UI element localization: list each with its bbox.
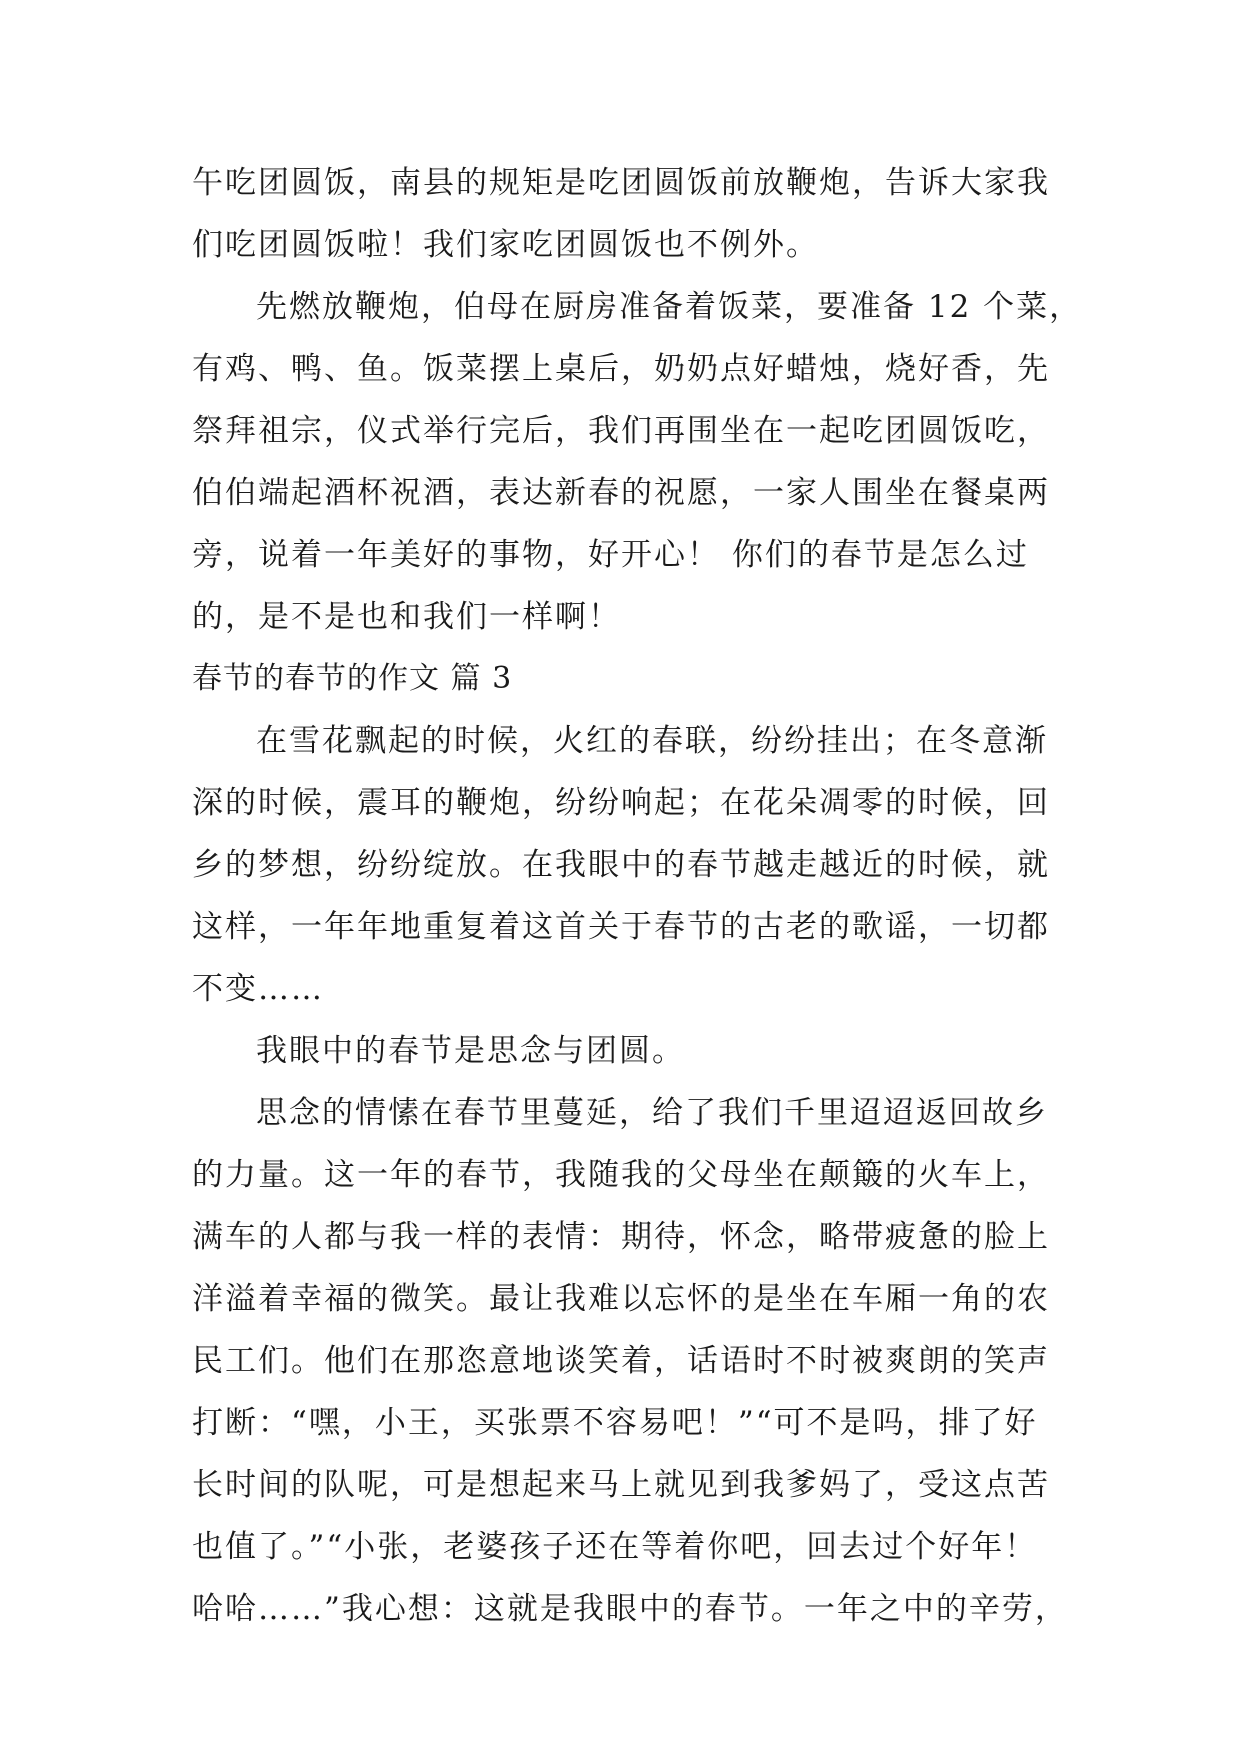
text-line: 乡的梦想，纷纷绽放。在我眼中的春节越走越近的时候，就 xyxy=(192,847,1050,883)
text-line: 们吃团圆饭啦！我们家吃团圆饭也不例外。 xyxy=(192,227,819,263)
text-line: 有鸡、鸭、鱼。饭菜摆上桌后，奶奶点好蜡烛，烧好香，先 xyxy=(192,351,1050,387)
text-line: 也值了。”“小张，老婆孩子还在等着你吧，回去过个好年！ xyxy=(192,1529,1038,1565)
text-line: 打断：“嘿，小王，买张票不容易吧！”“可不是吗，排了好 xyxy=(192,1405,1038,1441)
paragraph-start-line: 先燃放鞭炮，伯母在厨房准备着饭菜，要准备 12 个菜， xyxy=(256,289,1083,325)
text-line: 这样，一年年地重复着这首关于春节的古老的歌谣，一切都 xyxy=(192,909,1050,945)
text-line: 伯伯端起酒杯祝酒，表达新春的祝愿，一家人围坐在餐桌两 xyxy=(192,475,1050,511)
text-line: 的，是不是也和我们一样啊！ xyxy=(192,599,621,635)
paragraph-start-line: 思念的情愫在春节里蔓延，给了我们千里迢迢返回故乡 xyxy=(256,1095,1048,1131)
paragraph-start-line: 我眼中的春节是思念与团圆。 xyxy=(256,1033,685,1069)
text-line: 长时间的队呢，可是想起来马上就见到我爹妈了，受这点苦 xyxy=(192,1467,1050,1503)
text-line: 的力量。这一年的春节，我随我的父母坐在颠簸的火车上， xyxy=(192,1157,1050,1193)
text-line: 深的时候，震耳的鞭炮，纷纷响起；在花朵凋零的时候，回 xyxy=(192,785,1050,821)
text-line: 洋溢着幸福的微笑。最让我难以忘怀的是坐在车厢一角的农 xyxy=(192,1281,1050,1317)
text-line: 民工们。他们在那恣意地谈笑着，话语时不时被爽朗的笑声 xyxy=(192,1343,1050,1379)
text-line: 旁，说着一年美好的事物，好开心！ 你们的春节是怎么过 xyxy=(192,537,1029,573)
document-page xyxy=(192,152,1083,1640)
text-line: 哈哈……”我心想：这就是我眼中的春节。一年之中的辛劳， xyxy=(192,1591,1068,1627)
text-line: 满车的人都与我一样的表情：期待，怀念，略带疲惫的脸上 xyxy=(192,1219,1050,1255)
text-line: 祭拜祖宗，仪式举行完后，我们再围坐在一起吃团圆饭吃， xyxy=(192,413,1050,449)
section-heading: 春节的春节的作文 篇 3 xyxy=(192,661,513,696)
text-line: 不变…… xyxy=(192,971,324,1007)
text-line: 午吃团圆饭，南县的规矩是吃团圆饭前放鞭炮，告诉大家我 xyxy=(192,165,1050,201)
paragraph-start-line: 在雪花飘起的时候，火红的春联，纷纷挂出；在冬意渐 xyxy=(256,723,1048,759)
